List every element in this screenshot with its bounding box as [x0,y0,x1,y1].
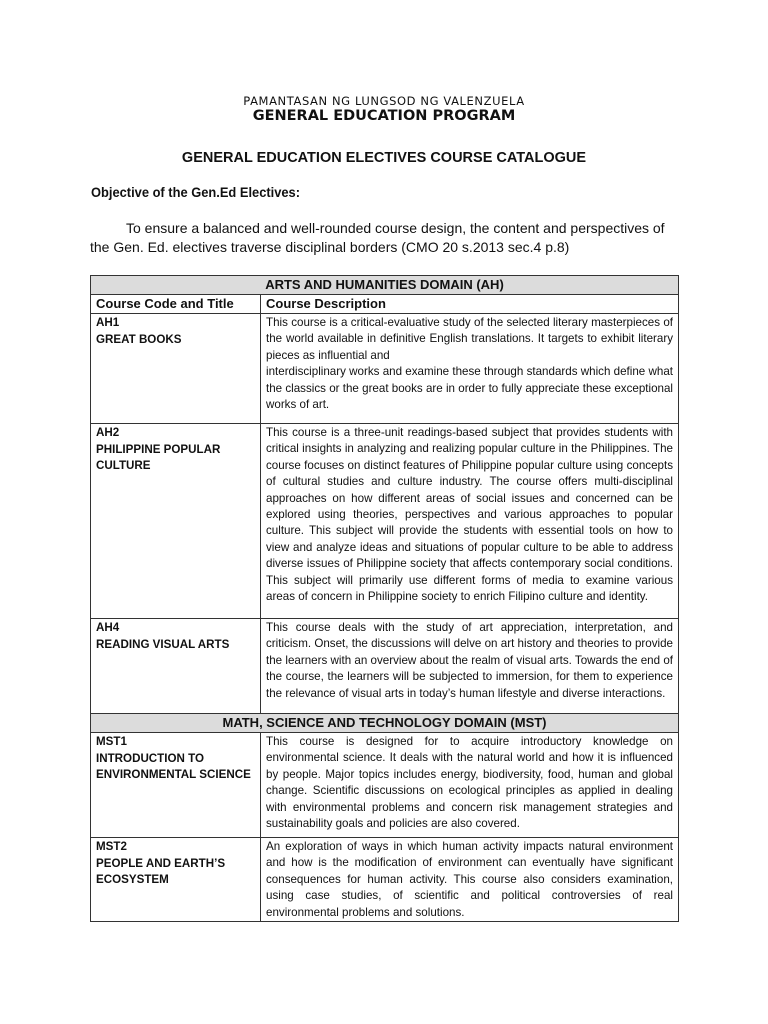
course-title: GREAT BOOKS [96,332,182,346]
domain-title: MATH, SCIENCE AND TECHNOLOGY DOMAIN (MST) [91,714,679,733]
course-code-cell [91,424,261,619]
column-header-row [91,295,679,314]
course-description: This course deals with the study of art appreciation, interpretation, and criticism. Onset, the discussions will delve on art history and theories to provide the learners with an overview about the realm of visual arts. Towards the end of the course, the learners will be subjected to immersion, for them to experience the relevance of visual arts in today’s human lifestyle and diverse interactions. [266,621,673,700]
course-description: An exploration of ways in which human activity impacts natural environment and how is the modification of environment can eventually have significant consequences for human activity. This course also considers examination, using case studies, of scientific and political controversies of real environmental problems and solutions. [266,840,673,919]
course-code: MST1 [96,735,127,748]
program-title: GENERAL EDUCATION PROGRAM [252,108,516,124]
domain-title: ARTS AND HUMANITIES DOMAIN (AH) [91,276,679,295]
course-code-cell [91,619,261,714]
university-name: PAMANTASAN NG LUNGSOD NG VALENZUELA [243,94,525,108]
table-row [91,314,679,424]
course-description-cell [261,733,679,838]
course-code-cell [91,314,261,424]
table-row [91,733,679,838]
course-code: AH2 [96,426,120,439]
course-description-cell [261,838,679,922]
objective-heading: Objective of the Gen.Ed Electives: [91,184,301,200]
domain-row-mst [91,714,679,733]
objective-text: To ensure a balanced and well-rounded course design, the content and perspectives of the Gen. Ed. electives traverse disciplinal borders (CMO 20 s.2013 sec.4 p.8) [90,220,665,255]
course-description: This course is designed for to acquire introductory knowledge on environmental science. It deals with the natural world and how it is influenced by people. Major topics includes energy, biodiversity, food, human and global change. Scientific discussions on ecological principles as applied in dealing with environmental problems and concern risk management strategies and sustainability goals and policies are also covered. [266,735,673,831]
course-catalog-table [90,275,679,922]
domain-row-ah [91,276,679,295]
table-row [91,424,679,619]
course-title: READING VISUAL ARTS [96,637,230,651]
code-column-header: Course Code and Title [91,295,261,314]
course-description: This course is a three-unit readings-based subject that provides students with critical insights in analyzing and realizing popular culture in the Philippines. The course focuses on distinct features of Philippine popular culture using concepts of cultural studies and culture industry. The course offers multi-disciplinal approaches on how different areas of social issues and concerned can be explored using theories, perspectives and various approaches to popular culture. This subject will provide the students with essential tools on how to view and analyze ideas and situations of popular culture to be able to address diverse issues of Philippine society that affects contemporary social conditions. This subject will primarily use different forms of media to examine various areas of concern in Philippine society to enrich Filipino culture and identity. [266,426,673,604]
course-description: interdisciplinary works and examine these through standards which define what the classics or the great books are in order to fully appreciate these exceptional works of art. [266,365,673,412]
course-code: MST2 [96,840,127,853]
course-title: PEOPLE AND EARTH’S ECOSYSTEM [96,856,226,886]
course-description: This course is a critical-evaluative study of the selected literary masterpieces of the world available in definitive English translations. It targets to exhibit literary pieces as influential and [266,316,673,362]
course-title: PHILIPPINE POPULAR CULTURE [96,442,221,472]
table-row [91,619,679,714]
course-description-cell [261,619,679,714]
course-code: AH1 [96,316,120,329]
course-description-cell [261,424,679,619]
course-description-cell [261,314,679,424]
course-code: AH4 [96,621,120,634]
course-code-cell [91,838,261,922]
table-row [91,838,679,922]
description-column-header: Course Description [261,295,679,314]
catalogue-title: GENERAL EDUCATION ELECTIVES COURSE CATALOGUE [181,150,587,166]
course-title: INTRODUCTION TO ENVIRONMENTAL SCIENCE [96,751,251,781]
course-code-cell [91,733,261,838]
